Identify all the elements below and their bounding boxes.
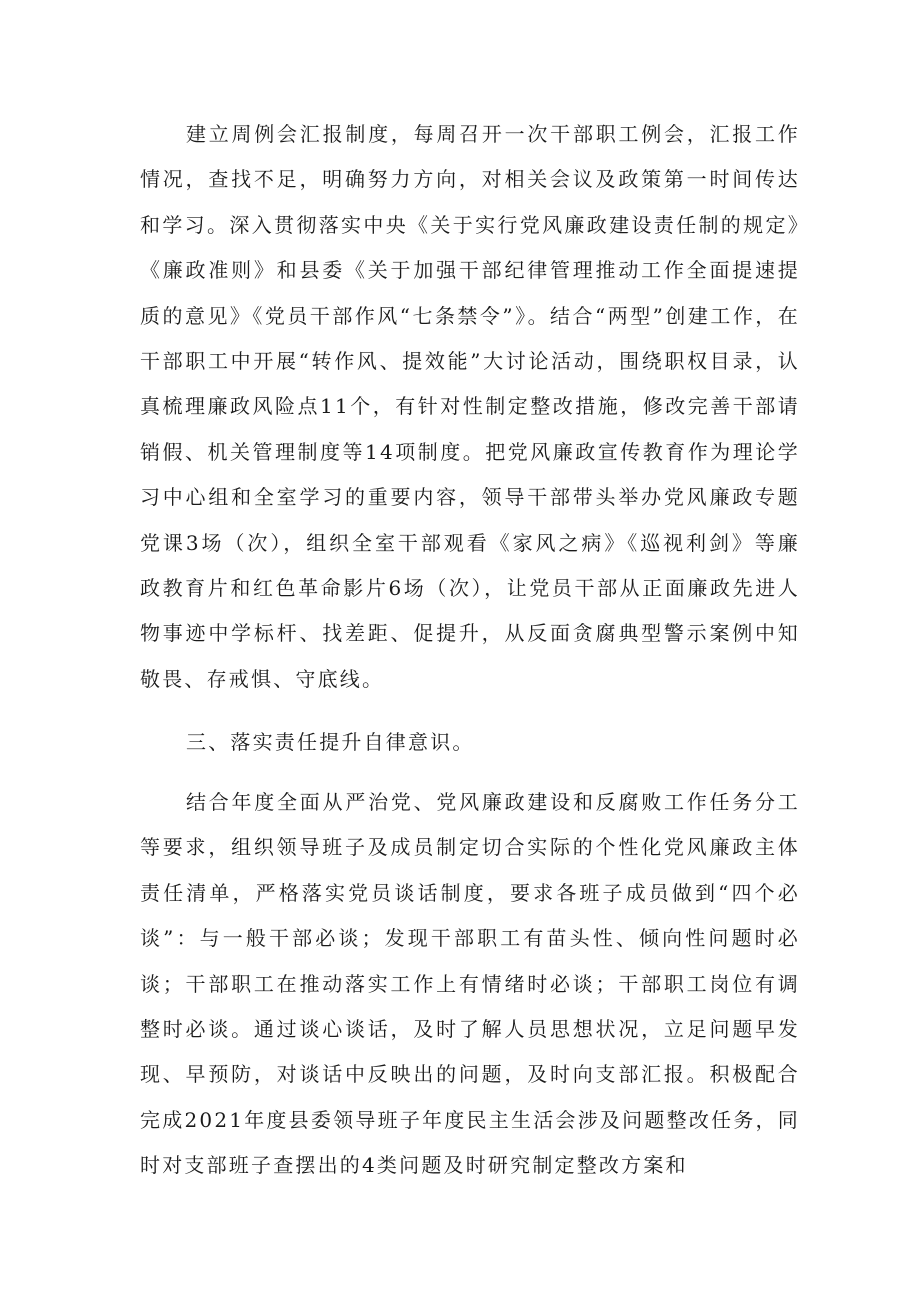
body-paragraph-1: 建立周例会汇报制度，每周召开一次干部职工例会，汇报工作情况，查找不足，明确努力方向，对相关会议及政策第一时间传达和学习。深入贯彻落实中央《关于实行党风廉政建设责任制的规定》《廉政准则》和县委《关于加强干部纪律管理推动工作全面提速提质的意见》《党员干部作风“七条禁令”》。结合“两型”创建工作，在干部职工中开展“转作风、提效能”大讨论活动，围绕职权目录，认真梳理廉政风险点11个，有针对性制定整改措施，修改完善干部请销假、机关管理制度等14项制度。把党风廉政宣传教育作为理论学习中心组和全室学习的重要内容，领导干部带头举办党风廉政专题党课3场（次），组织全室干部观看《家风之病》《巡视利剑》等廉政教育片和红色革命影片6场（次），让党员干部从正面廉政先进人物事迹中学标杆、找差距、促提升，从反面贪腐典型警示案例中知敬畏、存戒惧、守底线。 bbox=[140, 122, 800, 691]
body-paragraph-2: 结合年度全面从严治党、党风廉政建设和反腐败工作任务分工等要求，组织领导班子及成员制定切合实际的个性化党风廉政主体责任清单，严格落实党员谈话制度，要求各班子成员做到“四个必谈”：与一般干部必谈；发现干部职工有苗头性、倾向性问题时必谈；干部职工在推动落实工作上有情绪时必谈；干部职工岗位有调整时必谈。通过谈心谈话，及时了解人员思想状况，立足问题早发现、早预防，对谈话中反映出的问题，及时向支部汇报。积极配合完成2021年度县委领导班子年度民主生活会涉及问题整改任务，同时对支部班子查摆出的4类问题及时研究制定整改方案和 bbox=[140, 790, 800, 1178]
section-heading: 三、落实责任提升自律意识。 bbox=[186, 730, 475, 754]
